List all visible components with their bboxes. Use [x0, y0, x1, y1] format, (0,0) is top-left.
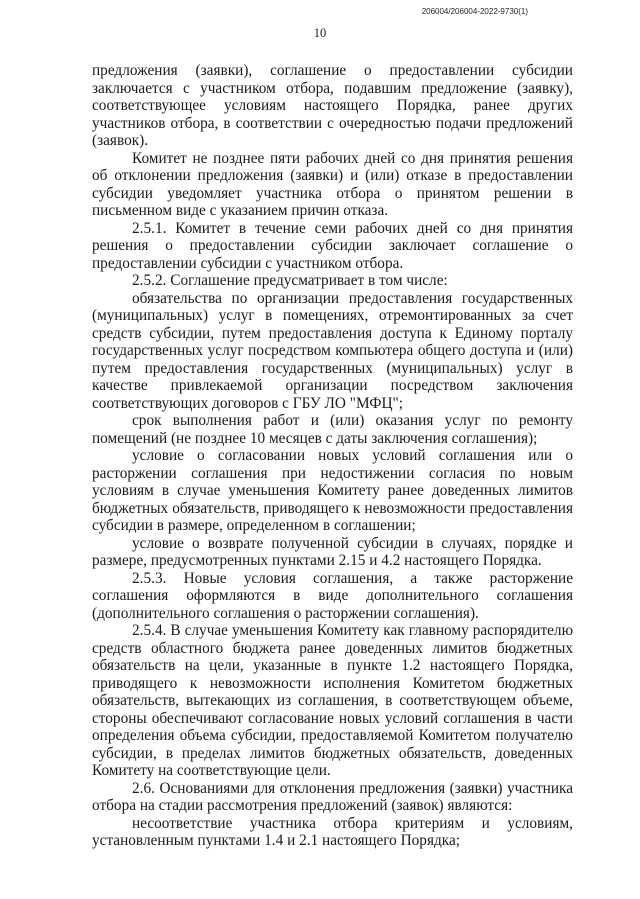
paragraph: обязательства по организации предоставления государственных (муниципальных) услуг в помещениях, отремонтированных за счет средств субсидии, путем предоставления доступа к Единому порталу государственных услуг посредством компьютера общего доступа и (или) путем предоставления государственных (муниципальных) услуг в качестве привлекаемой организации посредством заключения соответствующих договоров с ГБУ ЛО "МФЦ"; — [92, 289, 573, 412]
paragraph: Комитет не позднее пяти рабочих дней со дня принятия решения об отклонении предложения (заявки) и (или) отказе в предоставлении субсидии уведомляет участника отбора о принятом решении в письменном виде с указанием причин отказа. — [92, 149, 573, 219]
paragraph: условие о согласовании новых условий соглашения или о расторжении соглашения при недостижении согласия по новым условиям в случае уменьшения Комитету ранее доведенных лимитов бюджетных обязательств, приводящего к невозможности предоставления субсидии в размере, определенном в соглашении; — [92, 447, 573, 534]
paragraph: условие о возврате полученной субсидии в случаях, порядке и размере, предусмотренных пунктами 2.15 и 4.2 настоящего Порядка. — [92, 534, 573, 569]
paragraph: 2.5.1. Комитет в течение семи рабочих дней со дня принятия решения о предоставлении субсидии заключает соглашение о предоставлении субсидии с участником отбора. — [92, 219, 573, 272]
paragraph: 2.5.2. Соглашение предусматривает в том числе: — [132, 272, 448, 289]
document-id: 206004/206004-2022-9730(1) — [421, 7, 528, 16]
paragraph: срок выполнения работ и (или) оказания услуг по ремонту помещений (не позднее 10 месяцев с даты заключения соглашения); — [92, 412, 573, 447]
page-number: 10 — [313, 26, 327, 40]
document-body — [92, 62, 573, 850]
paragraph: предложения (заявки), соглашение о предоставлении субсидии заключается с участником отбора, подавшим предложение (заявку), соответствующее условиям настоящего Порядка, ранее других участников отбора, в соответствии с очередностью подачи предложений (заявок). — [92, 62, 573, 149]
paragraph: несоответствие участника отбора критериям и условиям, установленным пунктами 1.4 и 2.1 настоящего Порядка; — [92, 814, 573, 849]
paragraph: 2.5.4. В случае уменьшения Комитету как главному распорядителю средств областного бюджета ранее доведенных лимитов бюджетных обязательств на цели, указанные в пункте 1.2 настоящего Порядка, приводящего к невозможности исполнения Комитетом бюджетных обязательств, вытекающих из соглашения, в соответствующем объеме, стороны обеспечивают согласование новых условий соглашения в части определения объема субсидии, предоставляемой Комитетом получателю субсидии, в пределах лимитов бюджетных обязательств, доведенных Комитету на соответствующие цели. — [92, 622, 573, 779]
paragraph: 2.6. Основаниями для отклонения предложения (заявки) участника отбора на стадии рассмотрения предложений (заявок) являются: — [92, 779, 573, 814]
paragraph: 2.5.3. Новые условия соглашения, а также расторжение соглашения оформляются в виде дополнительного соглашения (дополнительного соглашения о расторжении соглашения). — [92, 569, 573, 622]
